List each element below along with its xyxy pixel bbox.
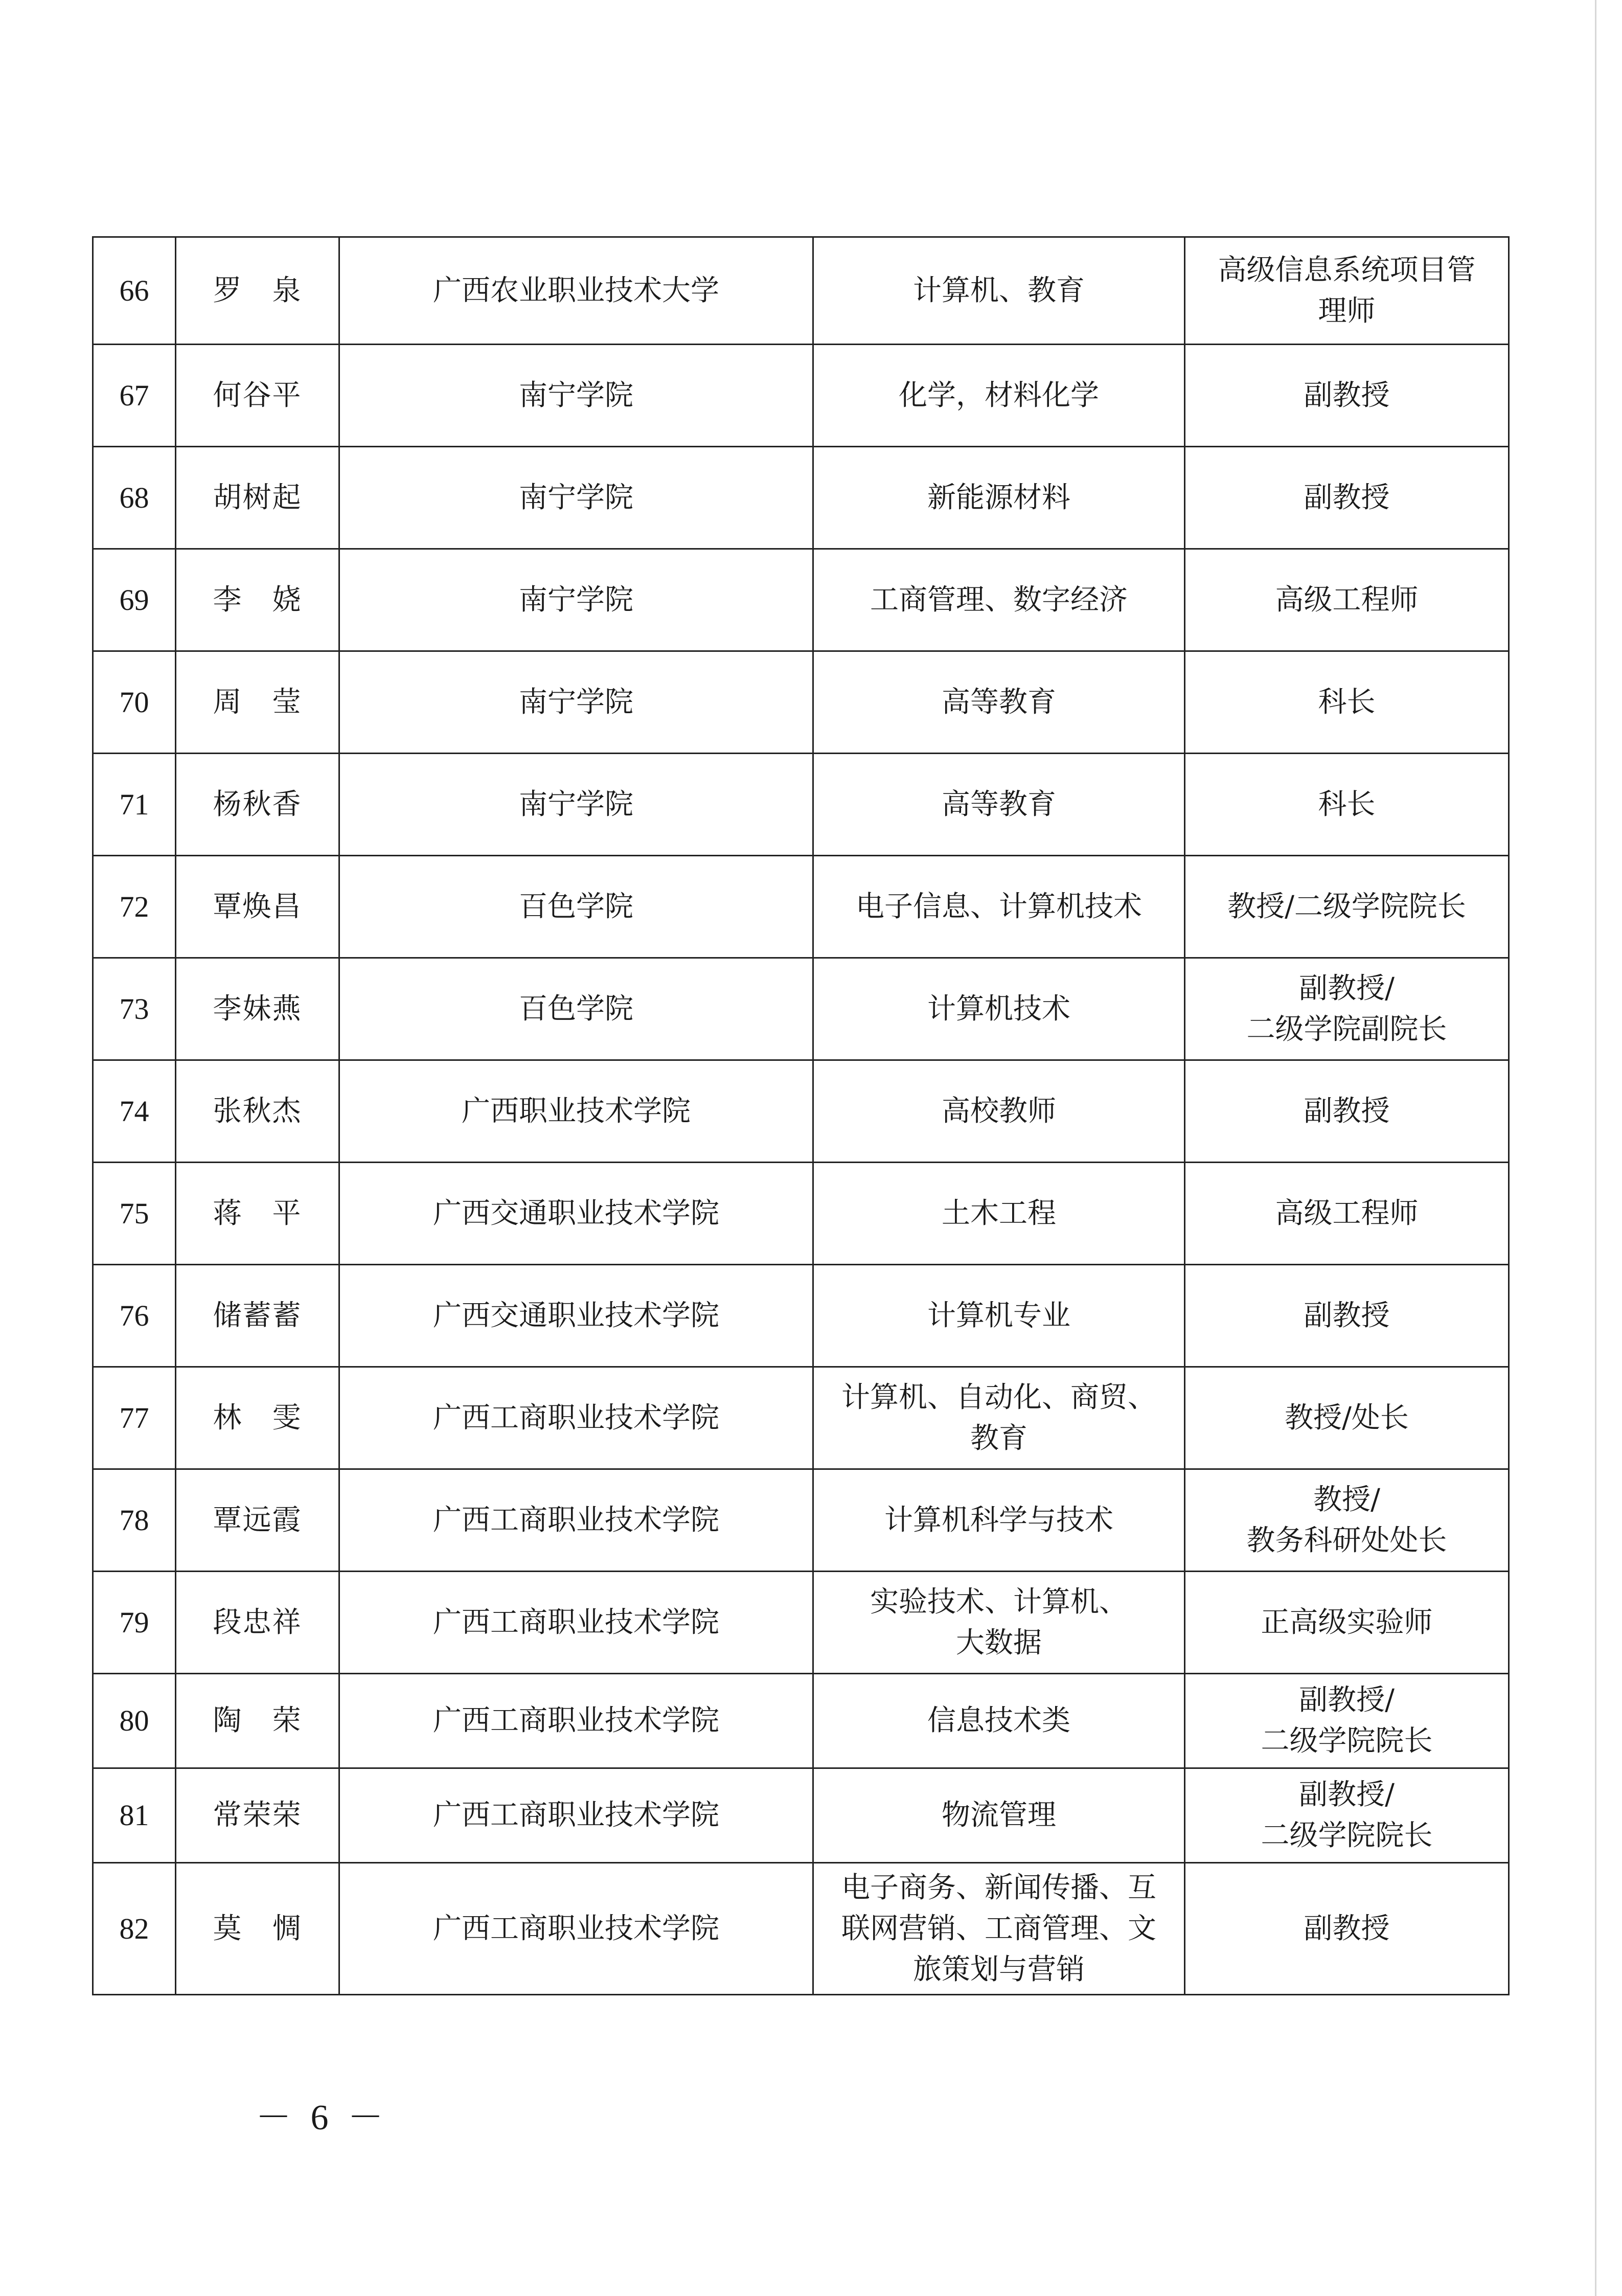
professional-title-cell: 副教授 [1185, 447, 1509, 549]
professional-title-cell: 副教授 [1185, 345, 1509, 447]
specialty-field-cell: 计算机、自动化、商贸、 教育 [813, 1367, 1185, 1469]
specialty-field-cell: 物流管理 [813, 1768, 1185, 1863]
expert-name-cell: 陶 荣 [176, 1674, 339, 1768]
expert-name-cell: 常荣荣 [176, 1768, 339, 1863]
expert-name-cell: 莫 惆 [176, 1863, 339, 1995]
row-number-cell: 78 [93, 1469, 176, 1572]
specialty-field-cell: 计算机技术 [813, 958, 1185, 1060]
row-number-cell: 75 [93, 1163, 176, 1265]
specialty-field-cell: 计算机科学与技术 [813, 1469, 1185, 1572]
institution-cell: 南宁学院 [339, 651, 813, 754]
specialty-field-cell: 电子信息、计算机技术 [813, 856, 1185, 958]
table-row [93, 1163, 1509, 1265]
expert-name-cell: 覃远霞 [176, 1469, 339, 1572]
expert-name-cell: 李 娆 [176, 549, 339, 651]
row-number-cell: 67 [93, 345, 176, 447]
expert-name-cell: 张秋杰 [176, 1060, 339, 1163]
specialty-field-cell: 实验技术、计算机、 大数据 [813, 1572, 1185, 1674]
professional-title-cell: 教授/二级学院院长 [1185, 856, 1509, 958]
institution-cell: 广西工商职业技术学院 [339, 1863, 813, 1995]
institution-cell: 百色学院 [339, 856, 813, 958]
table-row [93, 1674, 1509, 1768]
professional-title-cell: 副教授/ 二级学院副院长 [1185, 958, 1509, 1060]
row-number-cell: 76 [93, 1265, 176, 1367]
expert-name-cell: 段忠祥 [176, 1572, 339, 1674]
row-number-cell: 77 [93, 1367, 176, 1469]
professional-title-cell: 高级工程师 [1185, 549, 1509, 651]
table-row [93, 958, 1509, 1060]
professional-title-cell: 副教授 [1185, 1863, 1509, 1995]
professional-title-cell: 副教授/ 二级学院院长 [1185, 1768, 1509, 1863]
institution-cell: 广西工商职业技术学院 [339, 1367, 813, 1469]
specialty-field-cell: 工商管理、数字经济 [813, 549, 1185, 651]
specialty-field-cell: 计算机、教育 [813, 237, 1185, 345]
table-row [93, 1863, 1509, 1995]
row-number-cell: 71 [93, 754, 176, 856]
institution-cell: 百色学院 [339, 958, 813, 1060]
roster-table-body [93, 237, 1509, 1995]
row-number-cell: 74 [93, 1060, 176, 1163]
expert-name-cell: 林 雯 [176, 1367, 339, 1469]
table-row [93, 1768, 1509, 1863]
table-row [93, 447, 1509, 549]
institution-cell: 南宁学院 [339, 345, 813, 447]
institution-cell: 南宁学院 [339, 754, 813, 856]
specialty-field-cell: 化学，材料化学 [813, 345, 1185, 447]
professional-title-cell: 科长 [1185, 651, 1509, 754]
row-number-cell: 73 [93, 958, 176, 1060]
expert-name-cell: 蒋 平 [176, 1163, 339, 1265]
row-number-cell: 66 [93, 237, 176, 345]
expert-name-cell: 覃焕昌 [176, 856, 339, 958]
institution-cell: 广西交通职业技术学院 [339, 1163, 813, 1265]
professional-title-cell: 科长 [1185, 754, 1509, 856]
professional-title-cell: 高级工程师 [1185, 1163, 1509, 1265]
page-number: － 6 － [256, 2098, 389, 2138]
table-row [93, 1060, 1509, 1163]
expert-name-cell: 杨秋香 [176, 754, 339, 856]
expert-name-cell: 李妹燕 [176, 958, 339, 1060]
row-number-cell: 80 [93, 1674, 176, 1768]
institution-cell: 广西工商职业技术学院 [339, 1768, 813, 1863]
table-row [93, 345, 1509, 447]
professional-title-cell: 教授/处长 [1185, 1367, 1509, 1469]
specialty-field-cell: 新能源材料 [813, 447, 1185, 549]
row-number-cell: 72 [93, 856, 176, 958]
row-number-cell: 68 [93, 447, 176, 549]
professional-title-cell: 副教授 [1185, 1060, 1509, 1163]
professional-title-cell: 教授/ 教务科研处处长 [1185, 1469, 1509, 1572]
specialty-field-cell: 高等教育 [813, 754, 1185, 856]
row-number-cell: 79 [93, 1572, 176, 1674]
table-row [93, 1469, 1509, 1572]
institution-cell: 广西工商职业技术学院 [339, 1572, 813, 1674]
table-row [93, 754, 1509, 856]
table-row [93, 237, 1509, 345]
professional-title-cell: 副教授/ 二级学院院长 [1185, 1674, 1509, 1768]
specialty-field-cell: 土木工程 [813, 1163, 1185, 1265]
row-number-cell: 69 [93, 549, 176, 651]
table-row [93, 856, 1509, 958]
table-row [93, 549, 1509, 651]
expert-name-cell: 胡树起 [176, 447, 339, 549]
table-row [93, 651, 1509, 754]
table-row [93, 1265, 1509, 1367]
specialty-field-cell: 信息技术类 [813, 1674, 1185, 1768]
table-row [93, 1367, 1509, 1469]
page-edge-line [1595, 0, 1596, 2296]
institution-cell: 广西工商职业技术学院 [339, 1674, 813, 1768]
row-number-cell: 70 [93, 651, 176, 754]
expert-name-cell: 何谷平 [176, 345, 339, 447]
professional-title-cell: 正高级实验师 [1185, 1572, 1509, 1674]
institution-cell: 广西农业职业技术大学 [339, 237, 813, 345]
expert-name-cell: 储蓄蓄 [176, 1265, 339, 1367]
professional-title-cell: 副教授 [1185, 1265, 1509, 1367]
expert-roster-table [92, 236, 1510, 1995]
table-row [93, 1572, 1509, 1674]
row-number-cell: 81 [93, 1768, 176, 1863]
expert-name-cell: 周 莹 [176, 651, 339, 754]
specialty-field-cell: 高校教师 [813, 1060, 1185, 1163]
professional-title-cell: 高级信息系统项目管 理师 [1185, 237, 1509, 345]
specialty-field-cell: 高等教育 [813, 651, 1185, 754]
row-number-cell: 82 [93, 1863, 176, 1995]
institution-cell: 南宁学院 [339, 447, 813, 549]
institution-cell: 广西交通职业技术学院 [339, 1265, 813, 1367]
specialty-field-cell: 计算机专业 [813, 1265, 1185, 1367]
expert-name-cell: 罗 泉 [176, 237, 339, 345]
specialty-field-cell: 电子商务、新闻传播、互 联网营销、工商管理、文 旅策划与营销 [813, 1863, 1185, 1995]
institution-cell: 广西工商职业技术学院 [339, 1469, 813, 1572]
institution-cell: 广西职业技术学院 [339, 1060, 813, 1163]
institution-cell: 南宁学院 [339, 549, 813, 651]
